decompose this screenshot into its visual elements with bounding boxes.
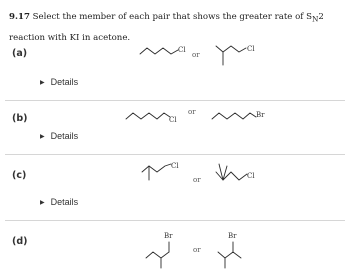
- part-b-details-label: Details: [50, 131, 79, 141]
- part-b-label: (b): [12, 113, 28, 124]
- part-c-details-label: Details: [50, 197, 79, 207]
- part-c-right-atom: Cl: [247, 172, 255, 180]
- part-a-details-toggle[interactable]: [40, 77, 78, 87]
- question-text-2: 2 reaction with KI in acetone.: [9, 12, 324, 43]
- part-b-details-toggle[interactable]: [40, 131, 78, 141]
- part-a-right-atom: Cl: [247, 45, 255, 53]
- divider-b: [5, 154, 345, 155]
- part-b-right-atom: Br: [256, 111, 265, 119]
- part-d-left-molecule: [144, 230, 184, 270]
- question-number: 9.17: [9, 12, 30, 22]
- part-a-label: (a): [12, 48, 28, 59]
- expand-triangle-icon: ▶: [40, 134, 45, 140]
- question-text-1: Select the member of each pair that shows the greater rate of S: [29, 12, 313, 22]
- part-d-or: or: [193, 246, 201, 254]
- part-a-right-molecule: [214, 38, 264, 70]
- expand-triangle-icon: ▶: [40, 80, 45, 86]
- part-b-right-molecule: [210, 105, 270, 127]
- part-b-or: or: [188, 108, 196, 116]
- part-a-or: or: [192, 51, 200, 59]
- part-d-left-atom: Br: [164, 232, 173, 240]
- part-b-left-molecule: [124, 105, 184, 127]
- part-d-right-atom: Br: [228, 232, 237, 240]
- part-c-right-molecule: [214, 158, 264, 190]
- part-c-details-toggle[interactable]: [40, 197, 78, 207]
- part-d-label: (d): [12, 236, 28, 247]
- divider-c: [5, 220, 345, 221]
- part-c-label: (c): [12, 170, 27, 181]
- question-subscript: N: [312, 14, 319, 24]
- part-c-left-molecule: [140, 158, 190, 190]
- expand-triangle-icon: ▶: [40, 200, 45, 206]
- part-c-left-atom: Cl: [171, 162, 179, 170]
- part-a-details-label: Details: [50, 77, 79, 87]
- part-a-left-atom: Cl: [178, 46, 186, 54]
- part-c-or: or: [193, 176, 201, 184]
- part-d-right-molecule: [216, 230, 256, 270]
- divider-a: [5, 100, 345, 101]
- part-a-left-molecule: [138, 40, 188, 62]
- part-b-left-atom: Cl: [169, 116, 177, 124]
